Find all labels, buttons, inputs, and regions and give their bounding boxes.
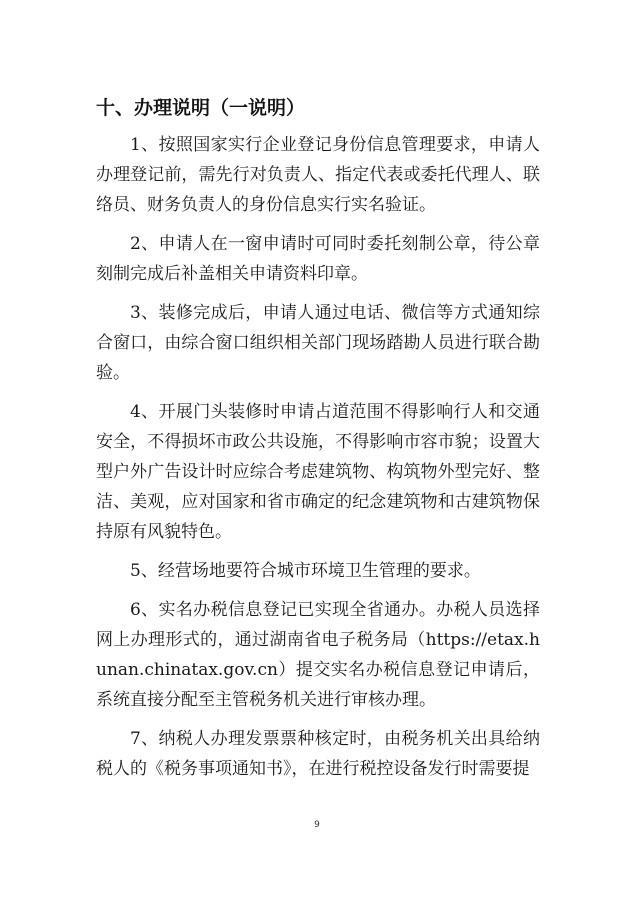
- paragraph-4: 4、开展门头装修时申请占道范围不得影响行人和交通安全，不得损坏市政公共设施，不得影响市容市貌；设置大型户外广告设计时应综合考虑建筑物、构筑物外型完好、整洁、美观，应对国家和省市确定的纪念建筑物和古建筑物保持原有风貌特色。: [96, 402, 540, 542]
- paragraph-5: 5、经营场地要符合城市环境卫生管理的要求。: [130, 561, 481, 581]
- section-heading: 十、办理说明（一说明）: [96, 97, 306, 119]
- page-number: 9: [314, 820, 320, 830]
- paragraph-2: 2、申请人在一窗申请时可同时委托刻制公章，待公章刻制完成后补盖相关申请资料印章。: [96, 234, 540, 284]
- paragraph-3: 3、装修完成后，申请人通过电话、微信等方式通知综合窗口，由综合窗口组织相关部门现场踏勘人员进行联合勘验。: [96, 303, 540, 383]
- section-body: [96, 130, 540, 793]
- paragraph-7: 7、纳税人办理发票票种核定时，由税务机关出具给纳税人的《税务事项通知书》，在进行税控设备发行时需要提: [96, 729, 540, 779]
- paragraph-1: 1、按照国家实行企业登记身份信息管理要求，申请人办理登记前，需先行对负责人、指定代表或委托代理人、联络员、财务负责人的身份信息实行实名验证。: [96, 135, 540, 215]
- paragraph-6: 6、实名办税信息登记已实现全省通办。办税人员选择网上办理形式的，通过湖南省电子税务局（https://etax.hunan.chinatax.gov.cn）提交实名办税信息登记申请后，系统直接分配至主管税务机关进行审核办理。: [96, 600, 540, 710]
